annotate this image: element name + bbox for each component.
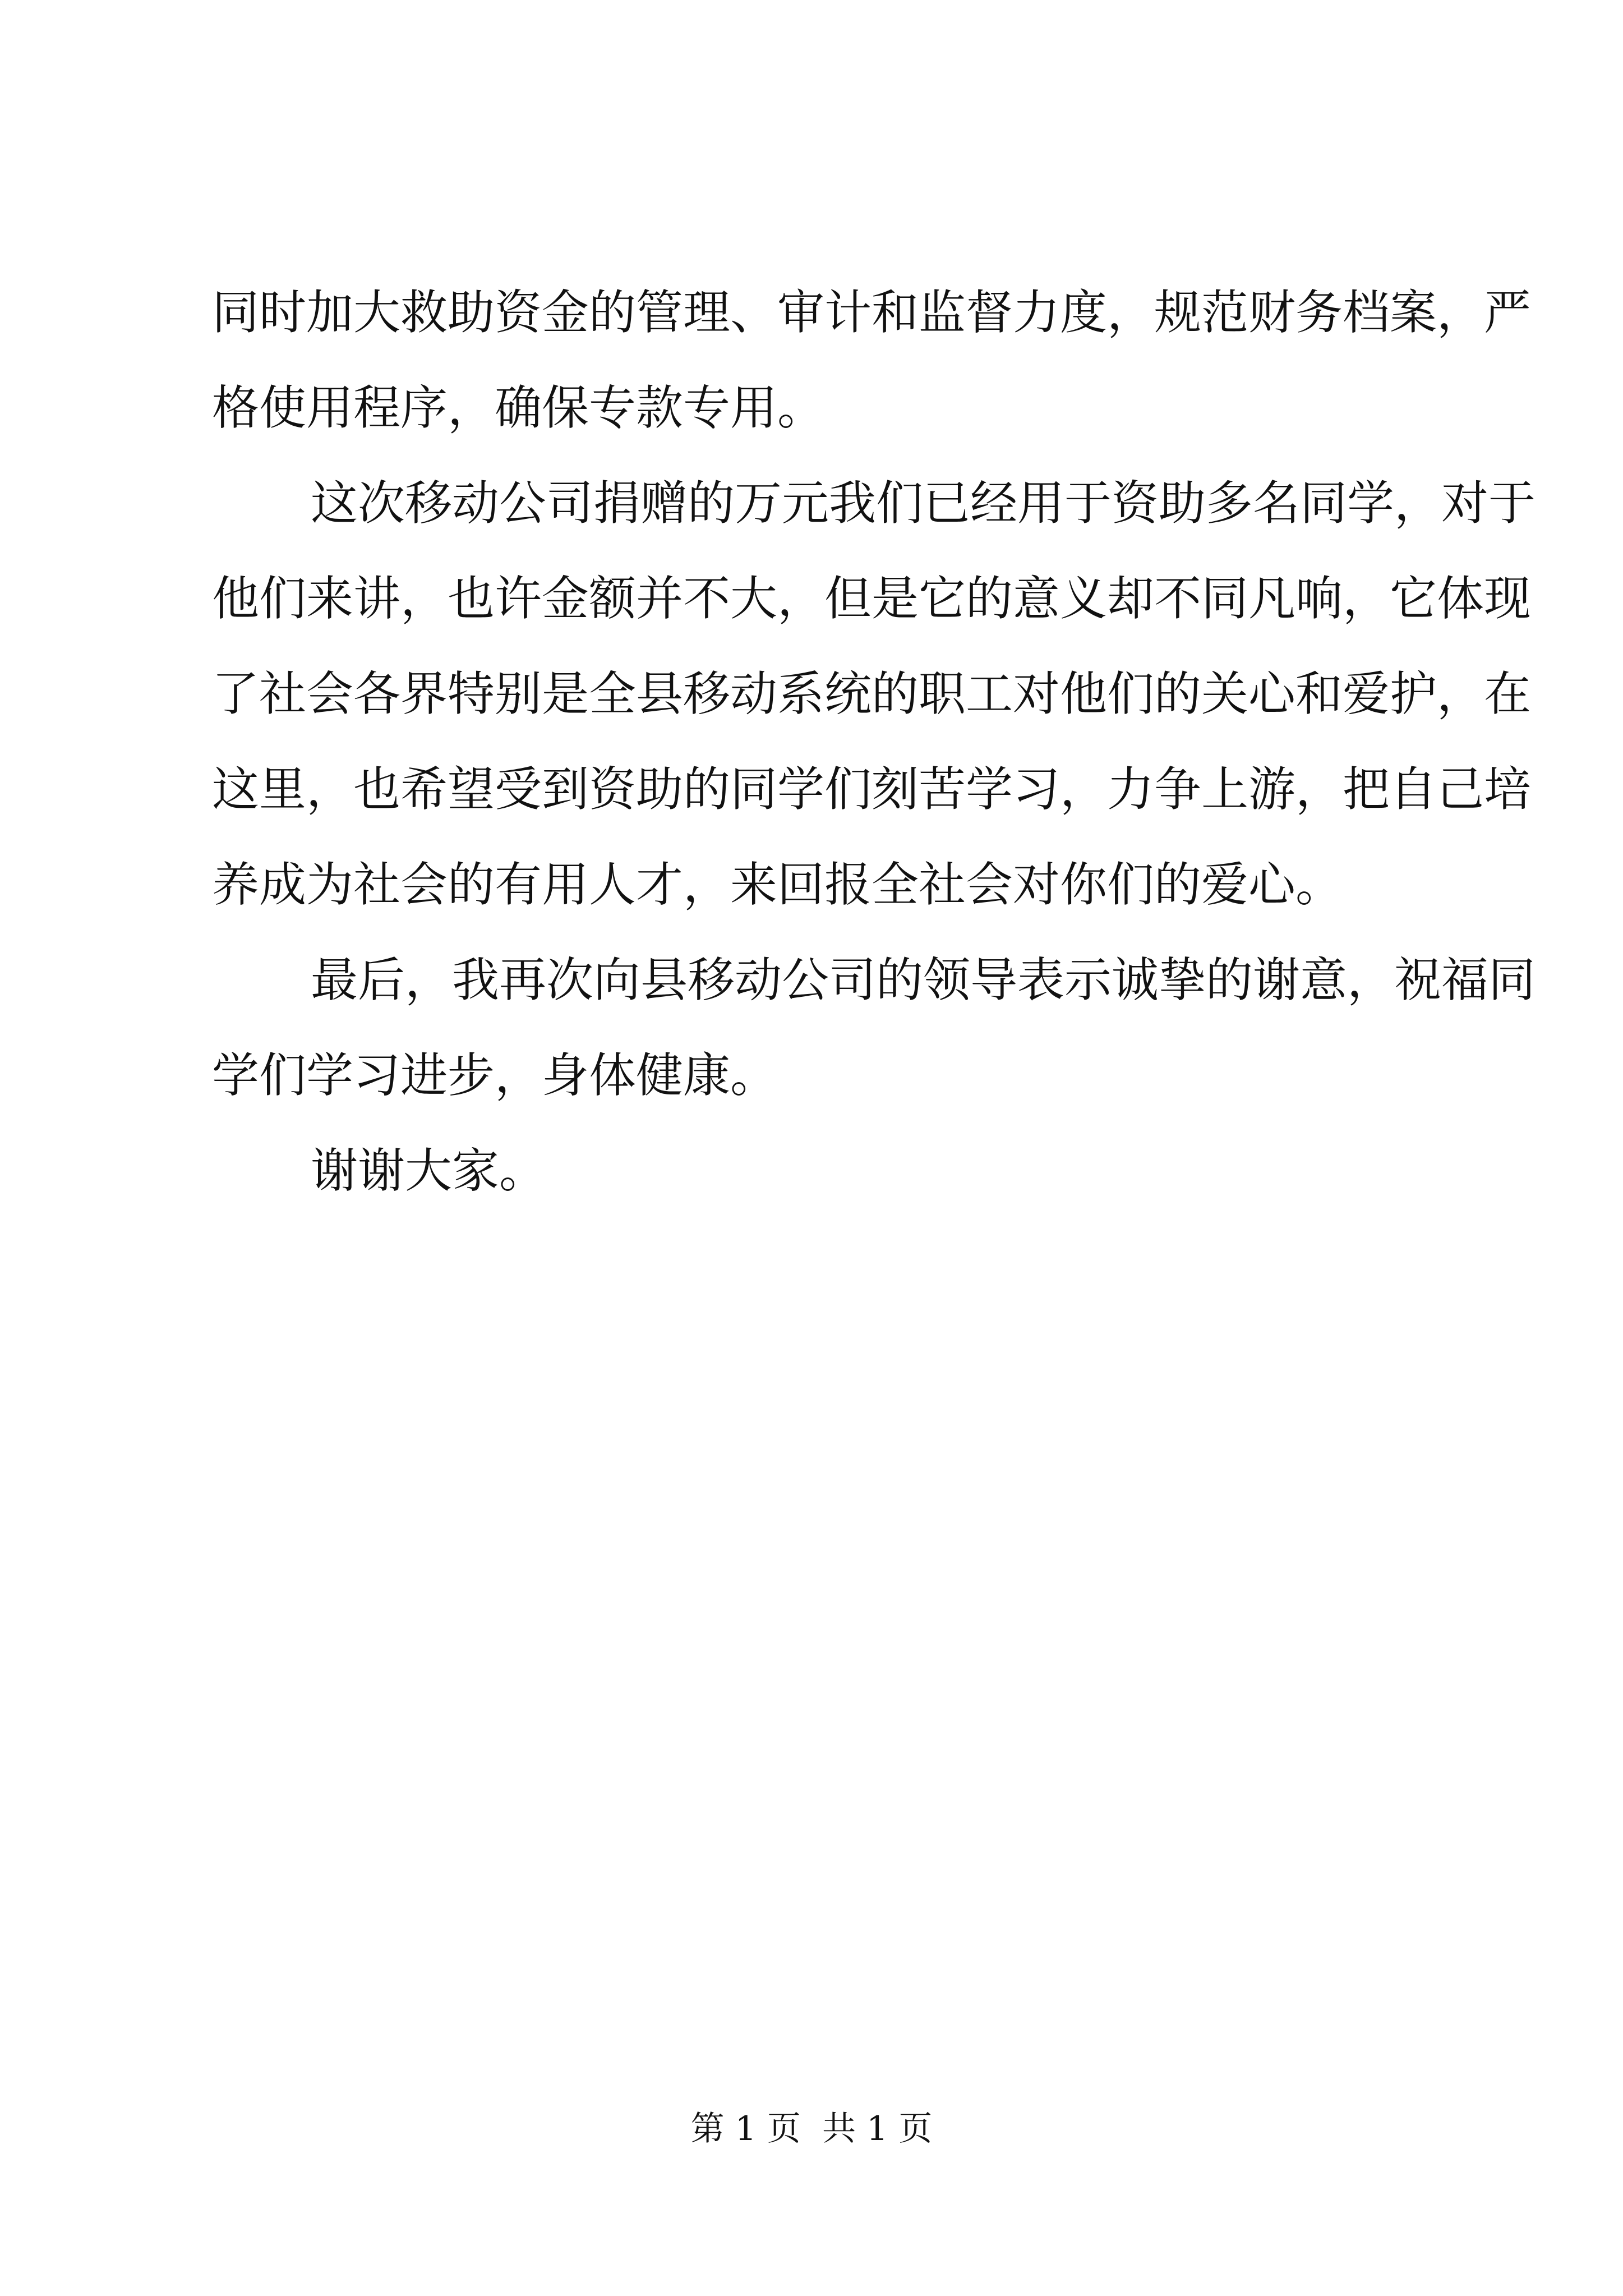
paragraph-line: 学们学习进步，身体健康。 <box>212 1048 778 1103</box>
paragraph-3 <box>212 953 1536 1147</box>
paragraph-line: 格使用程序，确保专款专用。 <box>212 380 825 435</box>
paragraph-line: 谢谢大家。 <box>311 1143 547 1198</box>
page-number-footer: 第 1 页 共 1 页 <box>690 2109 933 2148</box>
paragraph-1 <box>212 285 1532 480</box>
paragraph-4 <box>212 1143 1418 1243</box>
paragraph-line: 养成为社会的有用人才，来回报全社会对你们的爱心。 <box>212 857 1343 912</box>
paragraph-line: 这里，也希望受到资助的同学们刻苦学习，力争上游，把自己培 <box>212 762 1532 817</box>
paragraph-line: 同时加大救助资金的管理、审计和监督力度，规范财务档案，严 <box>212 285 1532 340</box>
document-body <box>212 285 1536 1243</box>
paragraph-2 <box>212 476 1536 956</box>
paragraph-line: 最后，我再次向县移动公司的领导表示诚挚的谢意，祝福同 <box>311 953 1536 1007</box>
paragraph-line: 了社会各界特别是全县移动系统的职工对他们的关心和爱护，在 <box>212 666 1532 721</box>
paragraph-line: 他们来讲，也许金额并不大，但是它的意义却不同凡响，它体现 <box>212 571 1532 626</box>
paragraph-line: 这次移动公司捐赠的万元我们已经用于资助多名同学，对于 <box>311 476 1536 531</box>
